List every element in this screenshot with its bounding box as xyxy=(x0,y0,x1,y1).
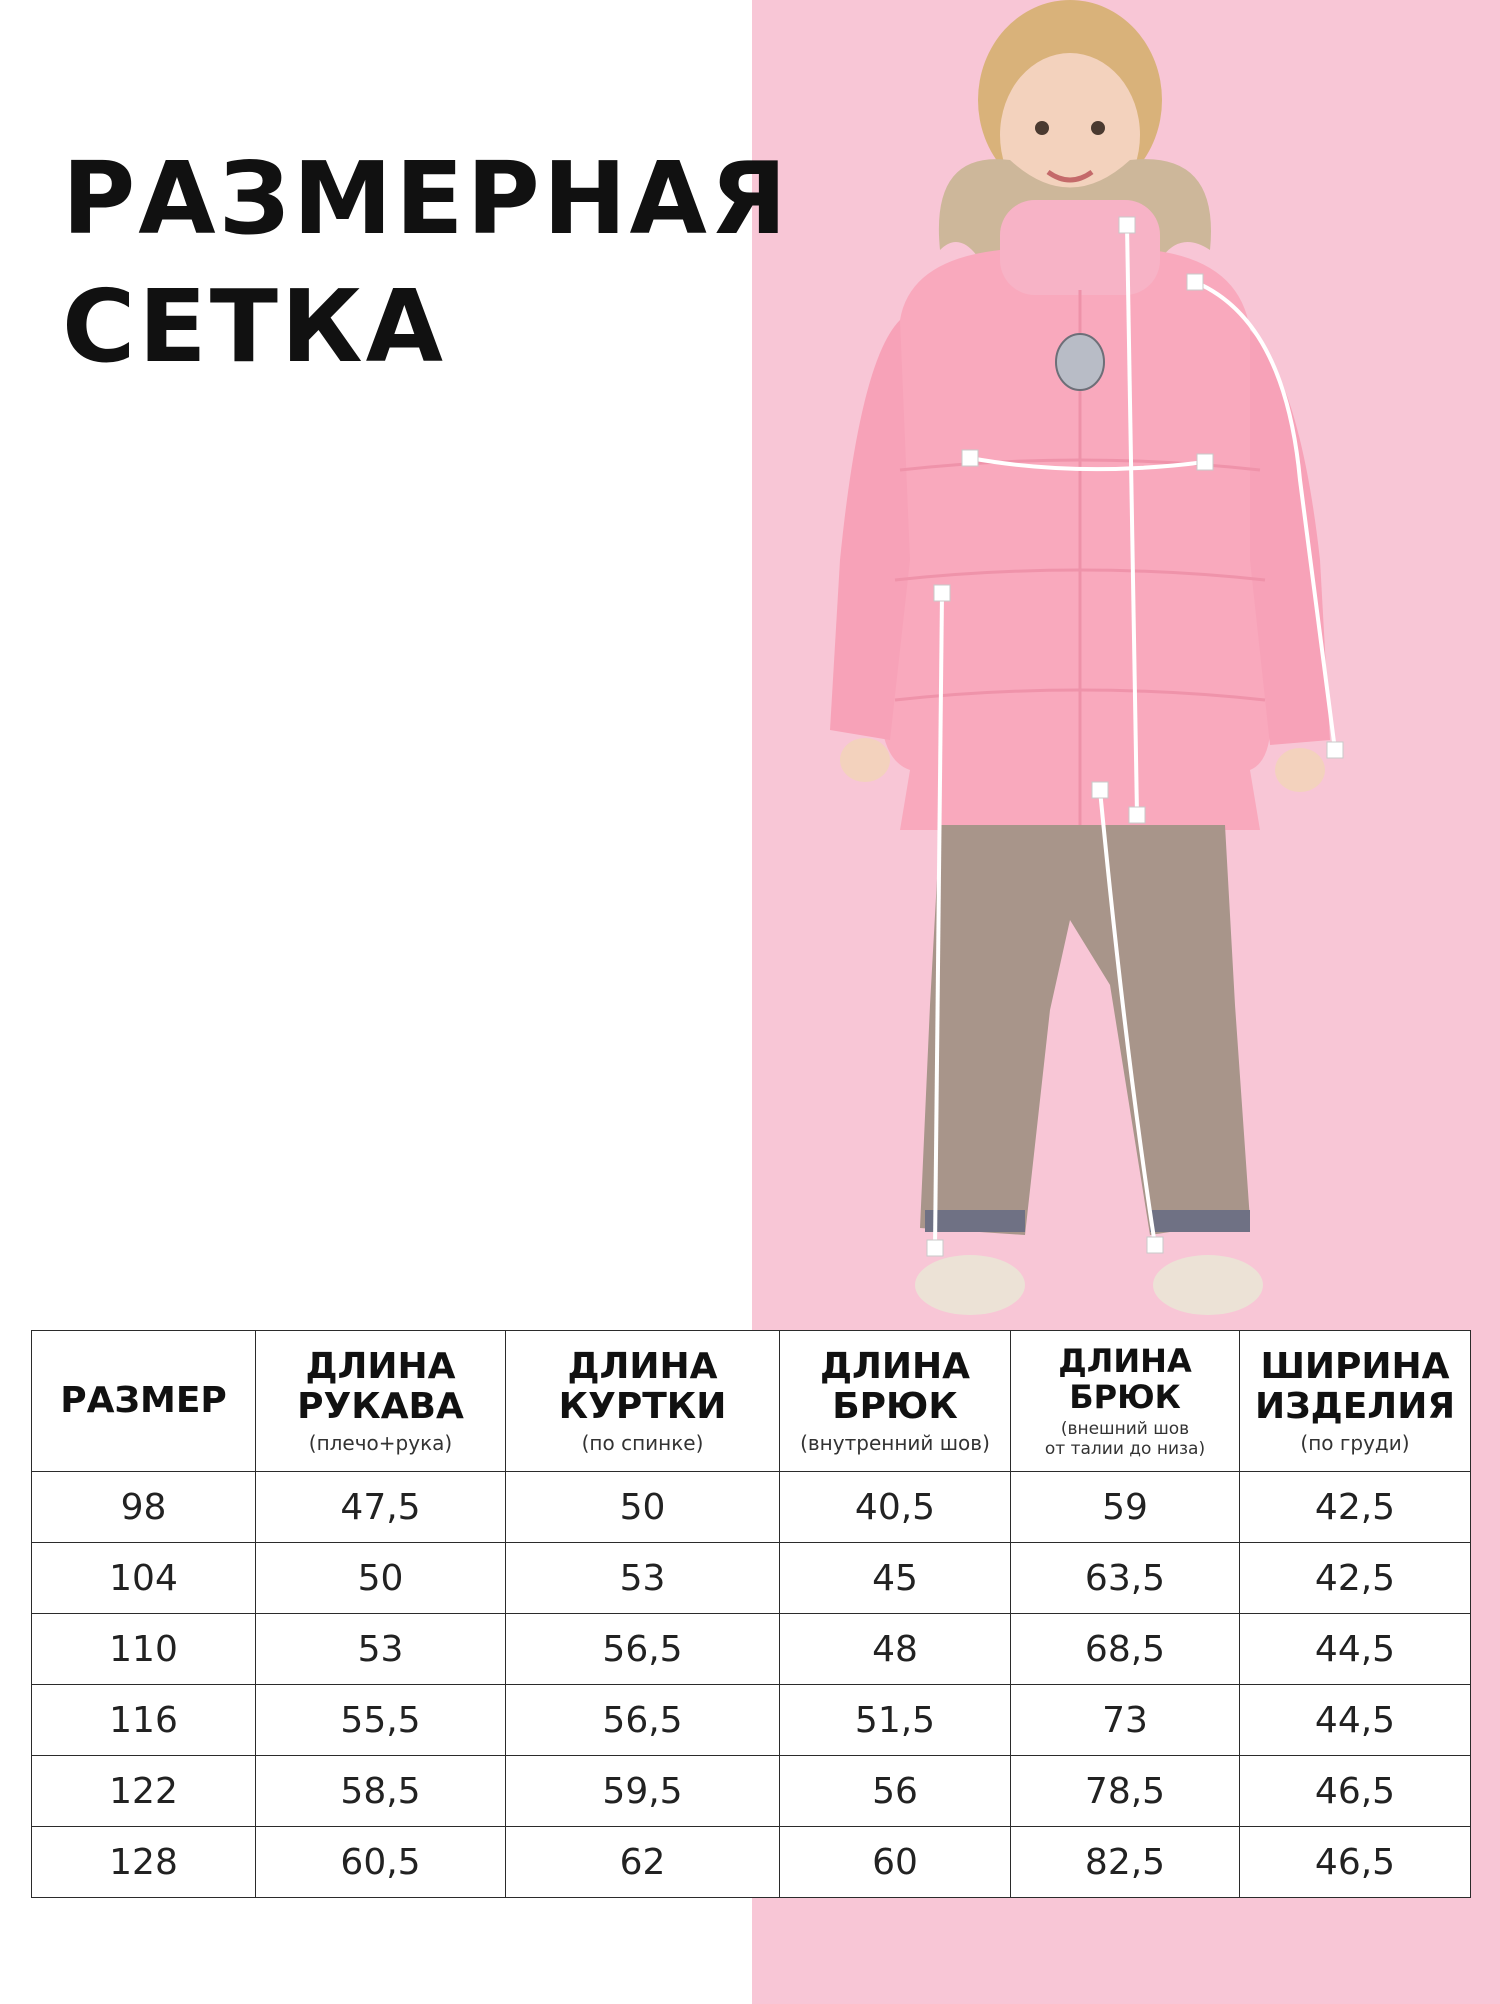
table-cell: 44,5 xyxy=(1240,1685,1471,1756)
table-cell: 46,5 xyxy=(1240,1756,1471,1827)
table-cell: 50 xyxy=(506,1472,780,1543)
table-cell: 56,5 xyxy=(506,1614,780,1685)
table-cell: 59,5 xyxy=(506,1756,780,1827)
table-cell: 58,5 xyxy=(256,1756,506,1827)
table-header-row xyxy=(32,1331,1471,1472)
header-label-line: ДЛИНА xyxy=(819,1346,971,1387)
right-pant-cuff xyxy=(1150,1210,1250,1232)
right-hand xyxy=(1275,748,1325,792)
marker xyxy=(1129,807,1145,823)
size-chart-table xyxy=(31,1330,1471,1898)
table-cell: 60,5 xyxy=(256,1827,506,1898)
pants xyxy=(920,825,1250,1235)
header-label-line: ДЛИНА xyxy=(1058,1342,1192,1380)
table-cell: 60 xyxy=(780,1827,1011,1898)
header-label-line: ДЛИНА xyxy=(305,1346,456,1387)
table-cell: 46,5 xyxy=(1240,1827,1471,1898)
table-row xyxy=(32,1756,1471,1827)
table-cell: 44,5 xyxy=(1240,1614,1471,1685)
table-cell: 82,5 xyxy=(1011,1827,1240,1898)
table-row xyxy=(32,1685,1471,1756)
table-cell: 53 xyxy=(506,1543,780,1614)
table-cell: 56 xyxy=(780,1756,1011,1827)
header-chest-width xyxy=(1240,1331,1471,1472)
table-cell: 110 xyxy=(32,1614,256,1685)
table-row xyxy=(32,1543,1471,1614)
table-cell: 63,5 xyxy=(1011,1543,1240,1614)
header-sublabel: (по спинке) xyxy=(581,1431,704,1455)
table-cell: 104 xyxy=(32,1543,256,1614)
header-label-line: БРЮК xyxy=(1069,1378,1181,1416)
header-sublabel: (внутренний шов) xyxy=(800,1431,990,1455)
marker xyxy=(1119,217,1135,233)
right-eye xyxy=(1091,121,1105,135)
table-cell: 50 xyxy=(256,1543,506,1614)
left-pant-cuff xyxy=(925,1210,1025,1232)
header-pants-outer-length xyxy=(1011,1331,1240,1472)
marker xyxy=(1197,454,1213,470)
table-cell: 56,5 xyxy=(506,1685,780,1756)
table-row xyxy=(32,1614,1471,1685)
table-cell: 98 xyxy=(32,1472,256,1543)
header-label-line: БРЮК xyxy=(832,1386,958,1427)
header-jacket-length xyxy=(506,1331,780,1472)
table-cell: 42,5 xyxy=(1240,1472,1471,1543)
table-cell: 68,5 xyxy=(1011,1614,1240,1685)
table-cell: 128 xyxy=(32,1827,256,1898)
header-sublabel: (внешний шов xyxy=(1060,1419,1190,1439)
marker xyxy=(1147,1237,1163,1253)
header-sleeve-length xyxy=(256,1331,506,1472)
table-cell: 73 xyxy=(1011,1685,1240,1756)
table-cell: 51,5 xyxy=(780,1685,1011,1756)
header-sublabel: от талии до низа) xyxy=(1044,1439,1206,1459)
table-cell: 53 xyxy=(256,1614,506,1685)
header-label-line: ИЗДЕЛИЯ xyxy=(1254,1386,1456,1427)
left-hand xyxy=(840,738,890,782)
ghost-badge-icon xyxy=(1056,334,1104,390)
header-label-line: РУКАВА xyxy=(297,1386,464,1427)
marker xyxy=(927,1240,943,1256)
table-cell: 78,5 xyxy=(1011,1756,1240,1827)
title-line-2: СЕТКА xyxy=(62,268,447,385)
table-cell: 47,5 xyxy=(256,1472,506,1543)
page-title xyxy=(62,135,790,391)
left-shoe xyxy=(915,1255,1025,1315)
table-row xyxy=(32,1827,1471,1898)
table-cell: 48 xyxy=(780,1614,1011,1685)
table-cell: 59 xyxy=(1011,1472,1240,1543)
header-label-line: ДЛИНА xyxy=(567,1346,718,1387)
table-row xyxy=(32,1472,1471,1543)
model-figure-svg xyxy=(780,0,1400,1320)
marker xyxy=(934,585,950,601)
header-sublabel: (по груди) xyxy=(1300,1431,1410,1455)
table-cell: 42,5 xyxy=(1240,1543,1471,1614)
marker xyxy=(962,450,978,466)
header-pants-inner-length xyxy=(780,1331,1011,1472)
left-eye xyxy=(1035,121,1049,135)
marker xyxy=(1092,782,1108,798)
header-label-line: КУРТКИ xyxy=(558,1386,727,1427)
table-cell: 122 xyxy=(32,1756,256,1827)
header-size-label: РАЗМЕР xyxy=(60,1380,227,1421)
table-cell: 55,5 xyxy=(256,1685,506,1756)
jacket-collar xyxy=(1000,200,1160,295)
table-cell: 45 xyxy=(780,1543,1011,1614)
header-label-line: ШИРИНА xyxy=(1260,1346,1450,1387)
table-cell: 40,5 xyxy=(780,1472,1011,1543)
table-cell: 116 xyxy=(32,1685,256,1756)
header-sublabel: (плечо+рука) xyxy=(308,1431,453,1455)
table-cell: 62 xyxy=(506,1827,780,1898)
header-size xyxy=(32,1331,256,1472)
marker xyxy=(1327,742,1343,758)
marker xyxy=(1187,274,1203,290)
title-line-1: РАЗМЕРНАЯ xyxy=(62,140,790,257)
child-model-illustration xyxy=(780,0,1400,1320)
right-shoe xyxy=(1153,1255,1263,1315)
